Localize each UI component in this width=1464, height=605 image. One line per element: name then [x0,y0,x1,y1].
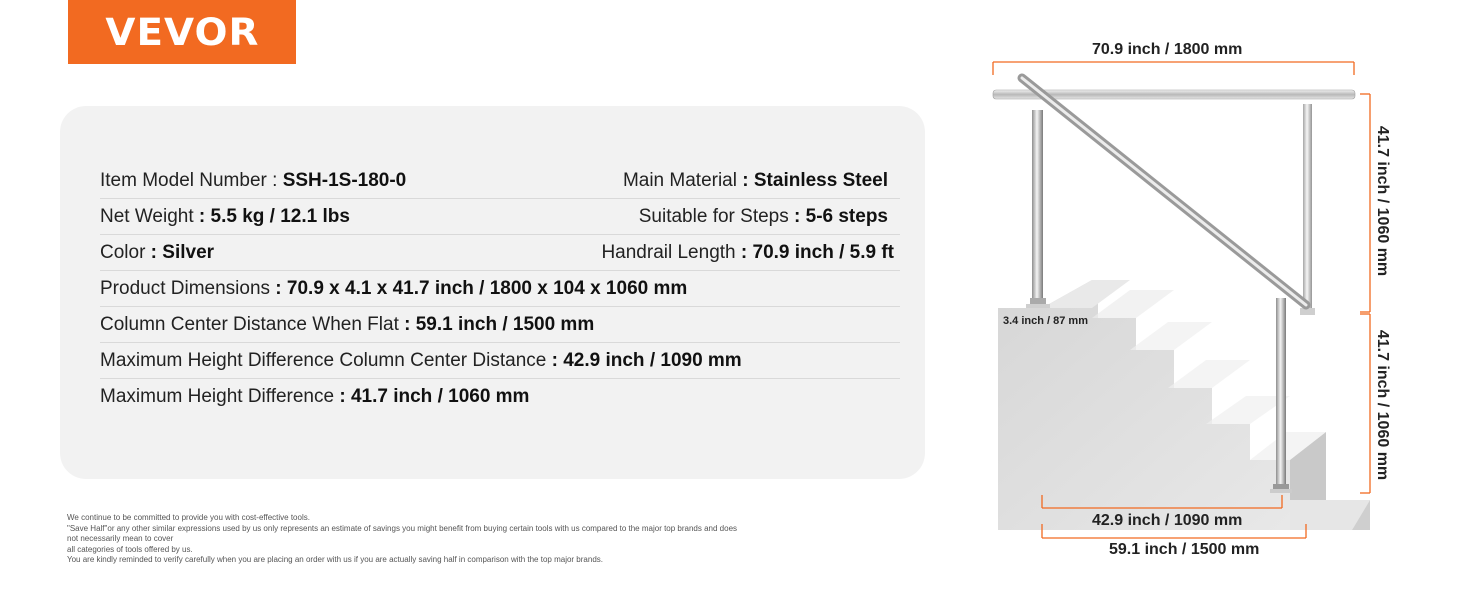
lower-height-label: 41.7 inch / 1060 mm [1374,329,1391,481]
max-diff-distance-value: 42.9 inch / 1090 mm [563,350,742,371]
base-depth-label: 3.4 inch / 87 mm [1003,315,1088,327]
dimensions-label: Product Dimensions [100,278,271,299]
weight-value: 5.5 kg / 12.1 lbs [210,206,350,227]
steps-value: 5-6 steps [805,206,888,227]
spec-row-weight: Net Weight : 5.5 kg / 12.1 lbs Suitable for Steps : 5-6 steps [100,200,900,235]
step-distance-label: 42.9 inch / 1090 mm [1092,512,1243,529]
dimensions-value: 70.9 x 4.1 x 41.7 inch / 1800 x 104 x 1060 mm [286,278,688,299]
handrail-diagram [960,0,1464,600]
max-diff-value: 41.7 inch / 1060 mm [350,386,530,407]
disclaimer-line: all categories of tools offered by us. [67,544,193,554]
material-value: Stainless Steel [753,170,888,191]
model-value: SSH-1S-180-0 [282,170,407,191]
color-label: Color [100,242,146,263]
spec-row-max-diff-distance: Maximum Height Difference Column Center Distance : 42.9 inch / 1090 mm [100,344,900,379]
handrail-illustration [960,0,1464,600]
color-value: Silver [162,242,215,263]
flat-distance-dim-label: 59.1 inch / 1500 mm [1109,541,1260,558]
max-diff-label: Maximum Height Difference [100,386,335,407]
spec-row-color: Color : Silver Handrail Length : 70.9 inch / 5.9 ft [100,236,900,271]
brand-logo [68,0,296,64]
brand-name: VEVOR [104,10,260,54]
handrail-label: Handrail Length [601,242,736,263]
upper-height-label: 41.7 inch / 1060 mm [1374,125,1391,277]
spec-row-model: Item Model Number : SSH-1S-180-0 Main Material : Stainless Steel [100,164,900,199]
material-spec: Main Material : Stainless Steel [622,170,888,191]
disclaimer-line: "Save Half"or any other similar expressions used by us only represents an estimate of savings you might benefit from buying certain tools with us compared to the major top brands and does [67,523,738,533]
spec-row-flat-distance: Column Center Distance When Flat : 59.1 inch / 1500 mm [100,308,900,343]
right-post [1303,104,1312,310]
handrail-spec: Handrail Length : 70.9 inch / 5.9 ft [601,242,894,263]
model-label: Item Model Number [100,170,267,191]
handrail-value: 70.9 inch / 5.9 ft [752,242,894,263]
steps-label: Suitable for Steps [638,206,789,227]
max-diff-distance-label: Maximum Height Difference Column Center Distance [100,350,547,371]
flat-distance-value: 59.1 inch / 1500 mm [415,314,595,335]
spec-card [60,106,925,479]
material-label: Main Material [622,170,737,191]
spec-row-max-diff: Maximum Height Difference : 41.7 inch / 1060 mm [100,386,530,407]
disclaimer-line: We continue to be committed to provide you with cost-effective tools. [67,513,310,522]
left-post [1032,110,1043,300]
disclaimer [67,513,847,566]
weight-label: Net Weight [100,206,194,227]
disclaimer-line: not necessarily mean to cover [67,534,174,544]
flat-distance-label: Column Center Distance When Flat [100,314,399,335]
middle-post [1276,298,1286,486]
disclaimer-line: You are kindly reminded to verify carefully when you are placing an order with us if you are actually saving half in comparison with the top major brands. [67,555,603,565]
steps-spec: Suitable for Steps : 5-6 steps [638,206,888,227]
spec-row-dimensions: Product Dimensions : 70.9 x 4.1 x 41.7 inch / 1800 x 104 x 1060 mm [100,272,900,307]
top-width-label: 70.9 inch / 1800 mm [1092,41,1243,58]
